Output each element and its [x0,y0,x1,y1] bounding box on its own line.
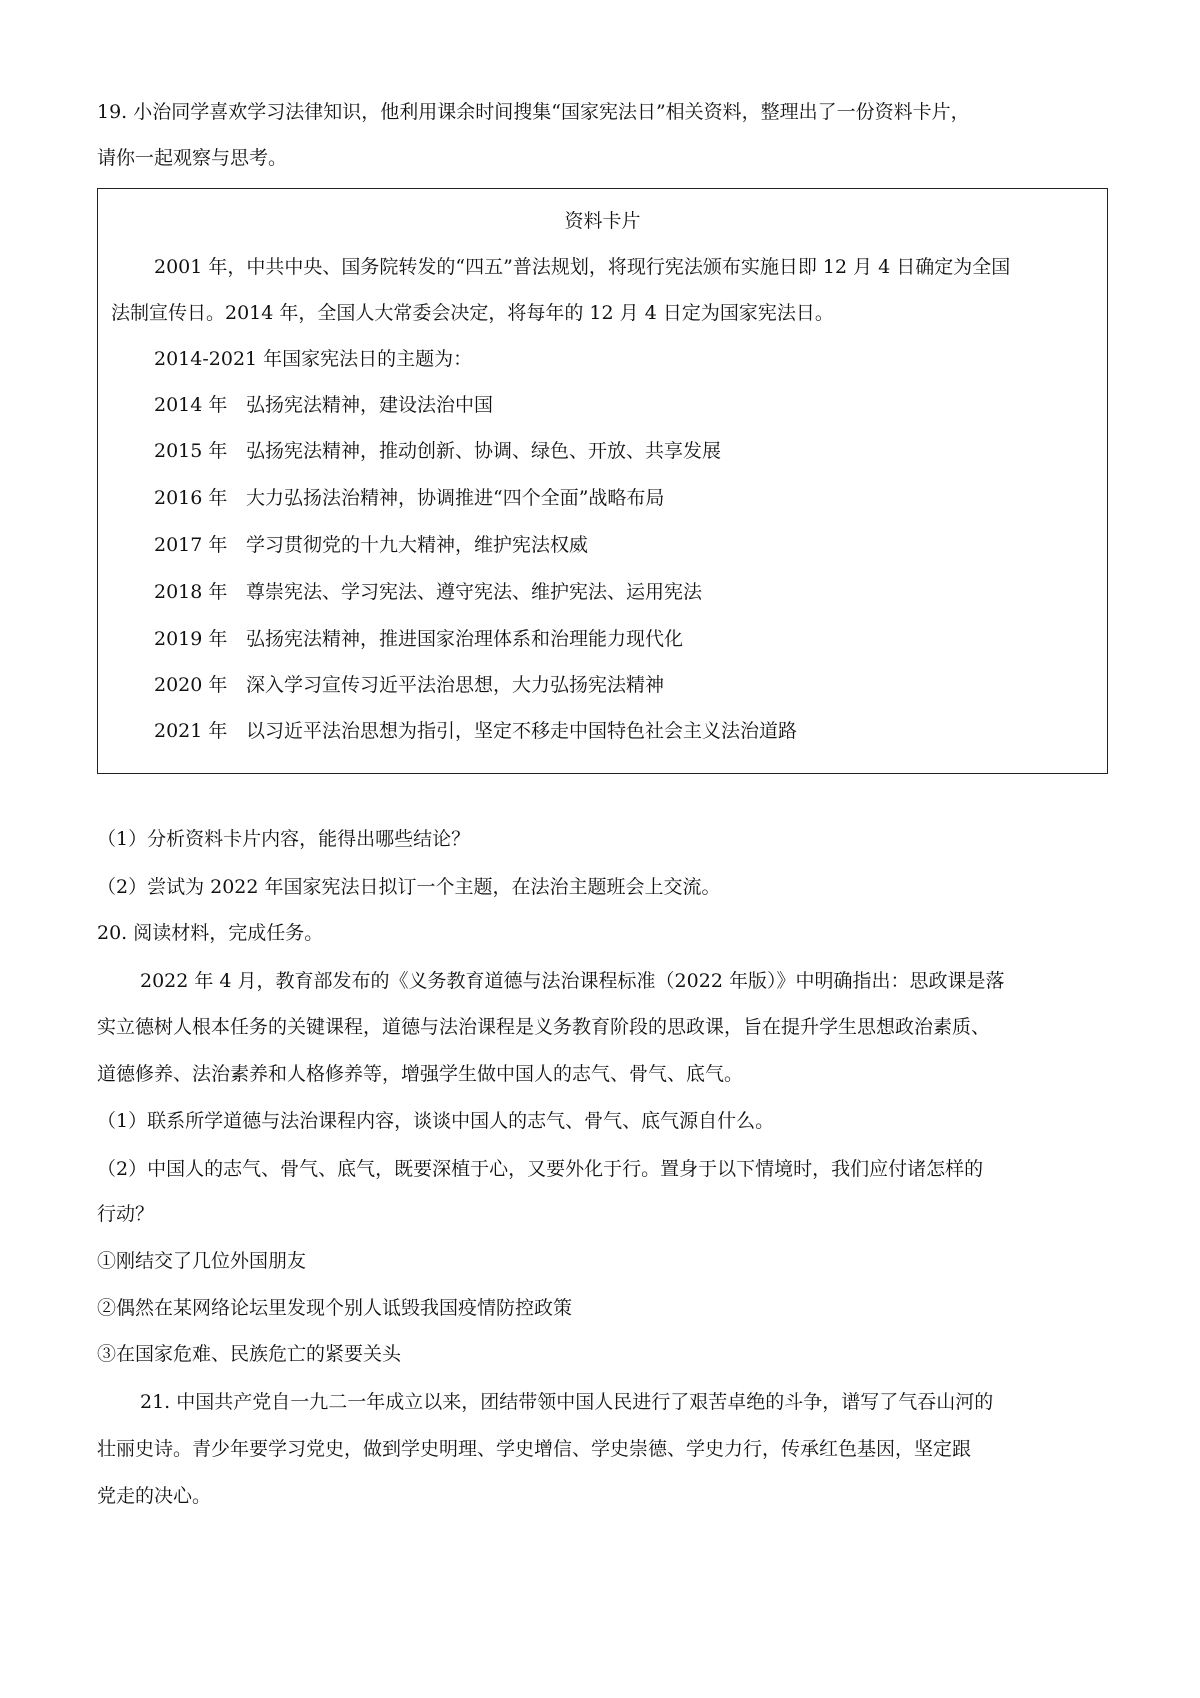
theme-year: 2016 年 [154,487,228,509]
theme-year: 2021 年 [154,720,228,742]
q20-para-line-2: 实立德树人根本任务的关键课程，道德与法治课程是义务教育阶段的思政课，旨在提升学生思想政治素质、 [97,1016,991,1038]
theme-text: 以习近平法治思想为指引，坚定不移走中国特色社会主义法治道路 [246,720,798,742]
q20-scenario: ③在国家危难、民族危亡的紧要关头 [97,1343,402,1365]
theme-text: 弘扬宪法精神，建设法治中国 [246,394,494,416]
info-card-para-line-2: 法制宣传日。2014 年，全国人大常委会决定，将每年的 12 月 4 日定为国家宪法日。 [111,302,834,324]
q20-scenario: ①刚结交了几位外国朋友 [97,1250,307,1272]
q20-sub-1: （1）联系所学道德与法治课程内容，谈谈中国人的志气、骨气、底气源自什么。 [97,1110,775,1132]
q19-sub-1: （1）分析资料卡片内容，能得出哪些结论？ [97,828,471,850]
q20-para-line-1: 2022 年 4 月，教育部发布的《义务教育道德与法治课程标准（2022 年版）》中明确指出：思政课是落 [140,970,1005,992]
info-card [97,188,1108,774]
theme-year: 2020 年 [154,674,228,696]
theme-text: 弘扬宪法精神，推动创新、协调、绿色、开放、共享发展 [246,440,722,462]
info-card-para-line-1: 2001 年，中共中央、国务院转发的“四五”普法规划，将现行宪法颁布实施日即 12 月 4 日确定为全国 [154,256,1011,278]
q21-line-3: 党走的决心。 [97,1485,212,1507]
q21-line-2: 壮丽史诗。青少年要学习党史，做到学史明理、学史增信、学史崇德、学史力行，传承红色基因，坚定跟 [97,1438,972,1460]
q20-para-line-3: 道德修养、法治素养和人格修养等，增强学生做中国人的志气、骨气、底气。 [97,1063,744,1085]
themes-heading: 2014-2021 年国家宪法日的主题为： [154,348,473,370]
q21-line-1: 21. 中国共产党自一九二一年成立以来，团结带领中国人民进行了艰苦卓绝的斗争，谱写了气吞山河的 [140,1391,994,1413]
theme-text: 弘扬宪法精神，推进国家治理体系和治理能力现代化 [246,628,684,650]
theme-year: 2014 年 [154,394,228,416]
theme-text: 深入学习宣传习近平法治思想，大力弘扬宪法精神 [246,674,665,696]
theme-year: 2015 年 [154,440,228,462]
info-card-title: 资料卡片 [564,210,641,232]
theme-text: 尊崇宪法、学习宪法、遵守宪法、维护宪法、运用宪法 [246,581,703,603]
q20-sub-2-line-2: 行动？ [97,1203,155,1225]
theme-year: 2018 年 [154,581,228,603]
theme-year: 2019 年 [154,628,228,650]
q19-stem-line-2: 请你一起观察与思考。 [97,147,288,169]
theme-text: 大力弘扬法治精神，协调推进“四个全面”战略布局 [246,487,665,509]
q20-sub-2-line-1: （2）中国人的志气、骨气、底气，既要深植于心，又要外化于行。置身于以下情境时，我们应付诸怎样的 [97,1158,984,1180]
q20-title: 20. 阅读材料，完成任务。 [97,922,324,944]
q20-scenario: ②偶然在某网络论坛里发现个别人诋毁我国疫情防控政策 [97,1297,573,1319]
theme-year: 2017 年 [154,534,228,556]
q19-stem-line-1: 19. 小治同学喜欢学习法律知识，他利用课余时间搜集“国家宪法日”相关资料，整理出了一份资料卡片， [97,101,970,123]
q19-sub-2: （2）尝试为 2022 年国家宪法日拟订一个主题，在法治主题班会上交流。 [97,876,721,898]
theme-text: 学习贯彻党的十九大精神，维护宪法权威 [246,534,589,556]
